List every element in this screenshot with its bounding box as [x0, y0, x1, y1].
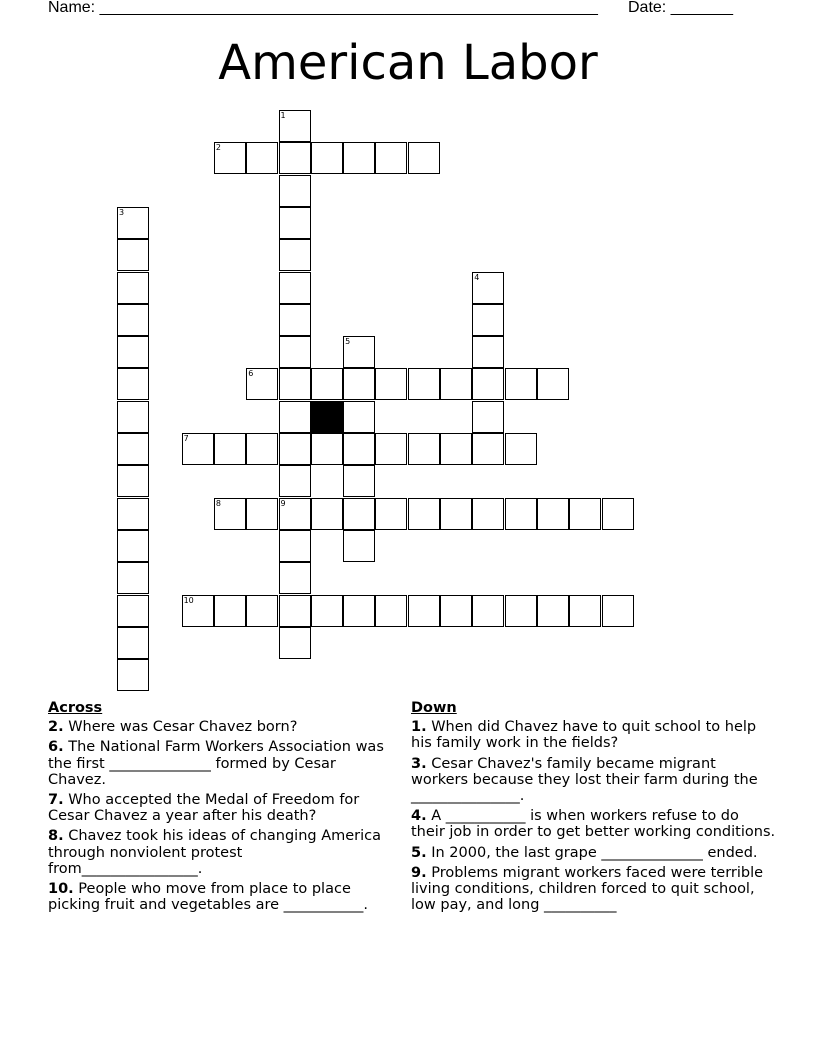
crossword-cell[interactable] — [279, 595, 311, 627]
clue-number: 4. — [411, 808, 427, 825]
crossword-cell[interactable] — [117, 498, 149, 530]
crossword-cell[interactable] — [375, 595, 407, 627]
crossword-cell[interactable] — [117, 433, 149, 465]
crossword-cell[interactable] — [279, 175, 311, 207]
crossword-cell[interactable] — [117, 595, 149, 627]
crossword-cell[interactable] — [311, 595, 343, 627]
crossword-cell[interactable] — [117, 239, 149, 271]
crossword-cell[interactable] — [569, 595, 601, 627]
crossword-cell[interactable] — [214, 433, 246, 465]
crossword-cell[interactable] — [472, 401, 504, 433]
crossword-cell[interactable] — [505, 368, 537, 400]
crossword-cell[interactable] — [472, 368, 504, 400]
clue-down-5 — [411, 845, 776, 861]
crossword-cell[interactable] — [279, 498, 311, 530]
black-cell — [311, 401, 343, 433]
cell-number: 8 — [215, 498, 221, 508]
cell-number: 10 — [183, 595, 194, 605]
crossword-cell[interactable] — [182, 595, 214, 627]
crossword-cell[interactable] — [505, 498, 537, 530]
crossword-cell[interactable] — [472, 336, 504, 368]
crossword-cell[interactable] — [117, 562, 149, 594]
crossword-cell[interactable] — [311, 433, 343, 465]
crossword-cell[interactable] — [214, 498, 246, 530]
crossword-cell[interactable] — [117, 659, 149, 691]
crossword-cell[interactable] — [214, 595, 246, 627]
crossword-cell[interactable] — [117, 336, 149, 368]
clue-text: People who move from place to place picking fruit and vegetables are ___________. — [48, 881, 369, 914]
clue-text: Problems migrant workers faced were terrible living conditions, children forced to quit school, low pay, and long __________ — [411, 864, 764, 914]
clue-number: 6. — [48, 739, 64, 756]
crossword-cell[interactable] — [505, 595, 537, 627]
cell-number: 7 — [183, 434, 189, 443]
crossword-cell[interactable] — [343, 336, 375, 368]
clue-number: 10. — [48, 881, 74, 898]
clue-across-8 — [48, 828, 398, 877]
crossword-cell[interactable] — [311, 142, 343, 174]
crossword-cell[interactable] — [472, 433, 504, 465]
clue-number: 3. — [411, 755, 427, 772]
crossword-cell[interactable] — [408, 142, 440, 174]
crossword-cell[interactable] — [279, 465, 311, 497]
crossword-cell[interactable] — [117, 272, 149, 304]
clue-text: Cesar Chavez's family became migrant workers because they lost their farm during the _______________. — [411, 755, 758, 805]
crossword-cell[interactable] — [440, 433, 472, 465]
clue-down-4 — [411, 808, 776, 840]
crossword-cell[interactable] — [343, 401, 375, 433]
crossword-cell[interactable] — [182, 433, 214, 465]
crossword-cell[interactable] — [343, 142, 375, 174]
crossword-cell[interactable] — [537, 368, 569, 400]
across-heading: Across — [48, 700, 103, 716]
clue-text: When did Chavez have to quit school to help his family work in the fields? — [411, 719, 757, 752]
crossword-cell[interactable] — [117, 304, 149, 336]
clue-number: 2. — [48, 719, 64, 736]
crossword-cell[interactable] — [602, 498, 634, 530]
clue-down-3 — [411, 756, 776, 805]
crossword-cell[interactable] — [279, 562, 311, 594]
clue-across-10 — [48, 881, 398, 913]
clue-down-9 — [411, 865, 776, 914]
date-field-label: Date: _______ — [628, 0, 733, 16]
cell-number: 6 — [248, 369, 254, 379]
clue-number: 5. — [411, 844, 427, 861]
crossword-cell[interactable] — [117, 627, 149, 659]
crossword-cell[interactable] — [117, 207, 149, 239]
cell-number: 1 — [280, 111, 286, 120]
crossword-cell[interactable] — [408, 368, 440, 400]
crossword-cell[interactable] — [472, 272, 504, 304]
crossword-cell[interactable] — [246, 498, 278, 530]
crossword-cell[interactable] — [214, 142, 246, 174]
crossword-cell[interactable] — [472, 498, 504, 530]
crossword-cell[interactable] — [375, 368, 407, 400]
crossword-cell[interactable] — [472, 595, 504, 627]
crossword-cell[interactable] — [117, 401, 149, 433]
crossword-cell[interactable] — [311, 368, 343, 400]
crossword-cell[interactable] — [505, 433, 537, 465]
crossword-cell[interactable] — [375, 142, 407, 174]
cell-number: 3 — [119, 207, 125, 217]
crossword-cell[interactable] — [279, 239, 311, 271]
clue-number: 1. — [411, 719, 427, 736]
cell-number: 4 — [474, 272, 480, 282]
crossword-cell[interactable] — [440, 595, 472, 627]
clue-text: Who accepted the Medal of Freedom for Cesar Chavez a year after his death? — [48, 792, 360, 825]
clue-text: Where was Cesar Chavez born? — [68, 719, 298, 736]
crossword-cell[interactable] — [246, 595, 278, 627]
crossword-cell[interactable] — [440, 368, 472, 400]
crossword-cell[interactable] — [279, 433, 311, 465]
crossword-cell[interactable] — [279, 336, 311, 368]
crossword-cell[interactable] — [343, 368, 375, 400]
crossword-cell[interactable] — [279, 530, 311, 562]
crossword-cell[interactable] — [343, 530, 375, 562]
clue-number: 7. — [48, 792, 64, 809]
cell-number: 5 — [345, 337, 351, 347]
down-heading: Down — [411, 700, 457, 716]
clue-text: In 2000, the last grape ______________ ended. — [431, 844, 758, 861]
crossword-cell[interactable] — [279, 304, 311, 336]
crossword-cell[interactable] — [343, 595, 375, 627]
crossword-cell[interactable] — [408, 498, 440, 530]
crossword-cell[interactable] — [408, 433, 440, 465]
crossword-cell[interactable] — [246, 368, 278, 400]
crossword-cell[interactable] — [279, 368, 311, 400]
crossword-cell[interactable] — [375, 498, 407, 530]
clue-text: The National Farm Workers Association was the first ______________ formed by Cesar Chavez. — [48, 739, 384, 788]
clue-across-7 — [48, 792, 398, 824]
clue-text: Chavez took his ideas of changing America through nonviolent protest from________________. — [48, 828, 382, 877]
crossword-cell[interactable] — [343, 465, 375, 497]
crossword-cell[interactable] — [117, 530, 149, 562]
clue-across-6 — [48, 739, 398, 788]
crossword-cell[interactable] — [246, 142, 278, 174]
crossword-cell[interactable] — [408, 595, 440, 627]
crossword-cell[interactable] — [117, 368, 149, 400]
crossword-cell[interactable] — [472, 304, 504, 336]
across-clues — [48, 700, 398, 917]
clue-across-2 — [48, 719, 398, 735]
clue-down-1 — [411, 719, 776, 751]
crossword-cell[interactable] — [569, 498, 601, 530]
clue-text: A ___________ is when workers refuse to do their job in order to get better working conditions. — [411, 808, 776, 841]
crossword-cell[interactable] — [279, 207, 311, 239]
crossword-cell[interactable] — [343, 498, 375, 530]
crossword-cell[interactable] — [246, 433, 278, 465]
puzzle-title: American Labor — [218, 35, 598, 91]
down-clues — [411, 700, 776, 917]
crossword-cell[interactable] — [311, 498, 343, 530]
crossword-cell[interactable] — [602, 595, 634, 627]
crossword-cell[interactable] — [279, 401, 311, 433]
cell-number: 2 — [215, 143, 221, 153]
crossword-cell[interactable] — [537, 595, 569, 627]
crossword-cell[interactable] — [375, 433, 407, 465]
crossword-cell[interactable] — [117, 465, 149, 497]
crossword-cell[interactable] — [279, 627, 311, 659]
clue-number: 8. — [48, 828, 64, 845]
crossword-cell[interactable] — [440, 498, 472, 530]
name-field-label: Name: ________________________________________________________ — [48, 0, 598, 16]
crossword-cell[interactable] — [279, 272, 311, 304]
crossword-cell[interactable] — [279, 142, 311, 174]
clue-number: 9. — [411, 864, 427, 881]
crossword-cell[interactable] — [279, 110, 311, 142]
crossword-cell[interactable] — [343, 433, 375, 465]
crossword-cell[interactable] — [537, 498, 569, 530]
cell-number: 9 — [280, 498, 286, 508]
